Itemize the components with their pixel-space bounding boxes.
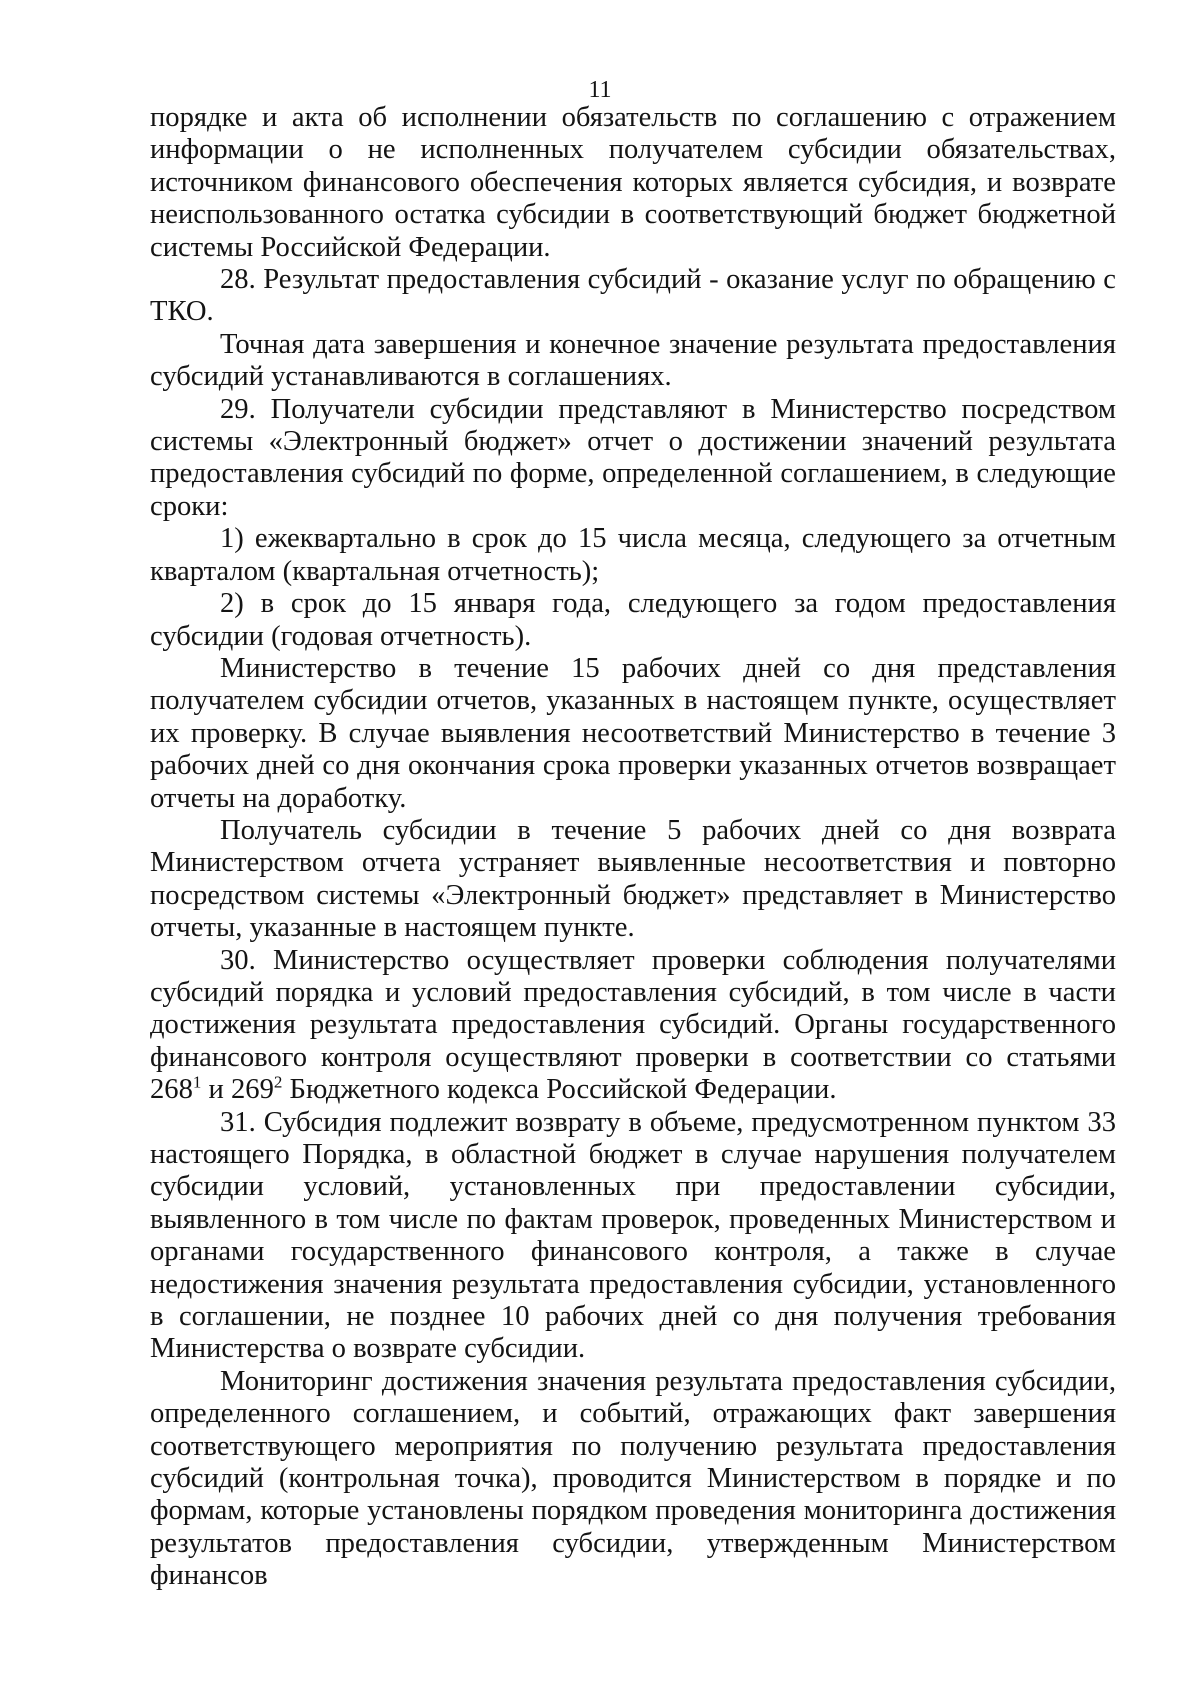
document-body xyxy=(150,102,1116,1593)
paragraph-28-date: Точная дата завершения и конечное значение результата предоставления субсидий устанавливаются в соглашениях. xyxy=(150,328,1116,393)
paragraph-29-check: Министерство в течение 15 рабочих дней со дня представления получателем субсидии отчетов, указанных в настоящем пункте, осуществляет их проверку. В случае выявления несоответствий Министерство в течение 3 рабочих дней со дня окончания срока проверки указанных отчетов возвращает отчеты на доработку. xyxy=(150,652,1116,814)
paragraph-31: 31. Субсидия подлежит возврату в объеме, предусмотренном пунктом 33 настоящего Порядка, в областной бюджет в случае нарушения получателем субсидии условий, установленных при предоставлении субсидии, выявленного в том числе по фактам проверок, проведенных Министерством и органами государственного финансового контроля, а также в случае недостижения значения результата предоставления субсидии, установленного в соглашении, не позднее 10 рабочих дней со дня получения требования Министерства о возврате субсидии. xyxy=(150,1106,1116,1365)
paragraph-29-item-2: 2) в срок до 15 января года, следующего за годом предоставления субсидии (годовая отчетность). xyxy=(150,588,1116,652)
superscript-1: 1 xyxy=(192,1072,202,1092)
paragraph-29: 29. Получатели субсидии представляют в Министерство посредством системы «Электронный бюджет» отчет о достижении значений результата предоставления субсидий по форме, определенной соглашением, в следующие сроки: xyxy=(150,393,1116,522)
page-number: 11 xyxy=(588,77,612,103)
paragraph-28: 28. Результат предоставления субсидий - оказание услуг по обращению с ТКО. xyxy=(150,264,1116,328)
paragraph-29-return: Получатель субсидии в течение 5 рабочих дней со дня возврата Министерством отчета устраняет выявленные несоответствия и повторно посредством системы «Электронный бюджет» представляет в Министерство отчеты, указанные в настоящем пункте. xyxy=(150,814,1116,944)
paragraph-29-item-1: 1) ежеквартально в срок до 15 числа месяца, следующего за отчетным кварталом (квартальная отчетность); xyxy=(150,523,1116,587)
paragraph-30-text-3: Бюджетного кодекса Российской Федерации. xyxy=(282,1074,837,1106)
paragraph-continuation: порядке и акта об исполнении обязательств по соглашению с отражением информации о не исполненных получателем субсидии обязательствах, источником финансового обеспечения которых является субсидия, и возврате неиспользованного остатка субсидии в соответствующий бюджет бюджетной системы Российской Федерации. xyxy=(150,102,1116,263)
paragraph-30-text-2: и 269 xyxy=(201,1074,274,1106)
superscript-2: 2 xyxy=(273,1072,283,1092)
paragraph-monitoring: Мониторинг достижения значения результата предоставления субсидии, определенного соглашением, и событий, отражающих факт завершения соответствующего мероприятия по получению результата предоставления субсидий (контрольная точка), проводится Министерством в порядке и по формам, которые установлены порядком проведения мониторинга достижения результатов предоставления субсидии, утвержденным Министерством финансов xyxy=(150,1365,1116,1592)
paragraph-30-text-1: 30. Министерство осуществляет проверки соблюдения получателями субсидий порядка и условий предоставления субсидий, в том числе в части достижения результата предоставления субсидий. Органы государственного финансового контроля осуществляют проверки в соответствии со статьями 268 xyxy=(150,944,1116,1106)
paragraph-30 xyxy=(150,945,1116,1107)
